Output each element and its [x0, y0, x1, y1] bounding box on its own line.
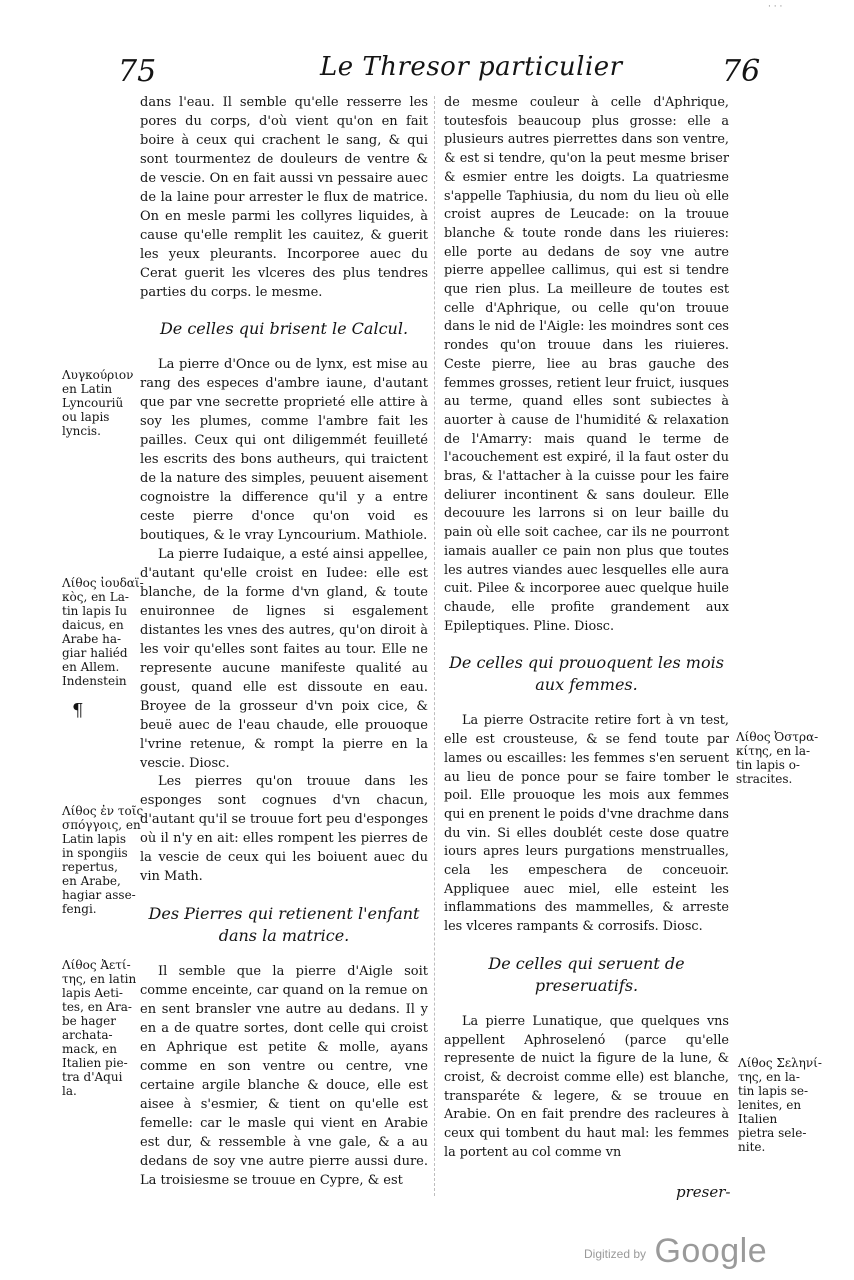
- left-text-column: [140, 94, 428, 1191]
- margin-note-line: tin lapis o-: [736, 758, 800, 772]
- margin-note-line: en Latin: [62, 382, 113, 396]
- margin-note-lunatique: [738, 1056, 822, 1154]
- margin-note-line: be hager: [62, 1014, 116, 1028]
- margin-note-line: Indenstein: [62, 674, 127, 688]
- paragraph: de mesme couleur à celle d'Aphrique, toutesfois beaucoup plus grosse: elle a plusieurs autres pierrettes dans son ventre, & est si tendre, qu'on la peut mesme briser & esmier entre les doigts. La quatriesme s'appelle Taphiusia, du nom du lieu où elle croist aupres de Leucade: on la trouue blanche & toute ronde dans les riuieres: elle porte au dedans de soy vne autre pierre appellee callimus, qui est si tendre que rien plus. La meilleure de toutes est celle d'Aphrique, ou celle qu'on trouue dans le nid de l'Aigle: les moindres sont ces rondes qu'on trouue dans les riuieres. Ceste pierre, liee au bras gauche des femmes grosses, retient leur fruict, iusques au terme, quand elles sont subiectes à auorter à cause de l'humidité & relaxation de l'Amarry: mais quand le terme de l'acouchement est expiré, il la faut oster du bras, & l'attacher à la cuisse pour les faire deliurer incontinent & sans douleur. Elle decouure les larrons si on leur baille du pain où elle soit cachee, car ils ne pourront iamais aualler ce pain non plus que toutes les autres viandes auec lesquelles elle aura cuit. Pilee & incorporee auec quelque huile chaude, elle profite grandement aux Epileptiques. Pline. Diosc.: [444, 95, 729, 634]
- margin-note-lynx: [62, 368, 133, 438]
- margin-note-line: tin lapis Iu: [62, 604, 128, 618]
- margin-note-line: Italien pie-: [62, 1056, 128, 1070]
- margin-note-line: en Allem.: [62, 660, 120, 674]
- margin-note-line: κίτης, en la-: [736, 744, 811, 758]
- margin-note-line: tes, en Ara-: [62, 1000, 132, 1014]
- margin-note-line: σπόγγοις, en: [62, 818, 141, 832]
- paragraph: Il semble que la pierre d'Aigle soit comme enceinte, car quand on la remue on en sent bransler vne autre au dedans. Il y en a de quatre sortes, dont celle qui croist en Aphrique est petite & molle, ayans comme en son ventre ou centre, vne certaine argile blanche & douce, elle est aisee à s'esmier, & tient on qu'elle est femelle: car le masle qui vient en Arabie est dur, & ressemble à vne gale, & a au dedans de soy vne autre pierre aussi dure. La troisiesme se trouue en Cypre, & est: [140, 964, 428, 1188]
- paragraph: dans l'eau. Il semble qu'elle resserre les pores du corps, d'où vient qu'on en fait boire à ceux qui crachent le sang, & qui sont tourmentez de douleurs de ventre & de vescie. On en fait aussi vn pessaire auec de la laine pour arrester le flux de matrice. On en mesle parmi les collyres liquides, à cause qu'elle remplit les cauitez, & guerit les yeux pleurants. Incorporee auec du Cerat guerit les vlceres des plus tendres parties du corps. le mesme.: [140, 95, 428, 300]
- paragraph: La pierre Iudaique, a esté ainsi appellee, d'autant qu'elle croist en Iudee: elle est blanche, de la forme d'vn gland, & toute enuironnee de lignes si esgalement distantes les vnes des autres, qu'on diroit à les voir qu'elles sont faites au tour. Elle ne represente aucune manifeste qualité au goust, quand elle est dissoute en eau. Broyee de la grosseur d'vn poix cice, & beuë auec de l'eau chaude, elle prouoque l'vrine retenue, & rompt la pierre en la vescie. Diosc.: [140, 547, 428, 771]
- paragraph: La pierre d'Once ou de lynx, est mise au rang des especes d'ambre iaune, d'autant que par vne secrette proprieté elle attire à soy les plumes, comme l'ambre fait les pailles. Ceux qui ont diligemmét feuilleté les escrits des bons autheurs, qui traictent de la nature des simples, peuuent aisement cognoistre la difference qu'il y a entre ceste pierre d'once qu'on void es boutiques, & le vray Lyncourium. Mathiole.: [140, 357, 428, 544]
- page-header: [0, 52, 854, 92]
- margin-note-line: hagiar asse-: [62, 888, 136, 902]
- margin-note-line: lapis Aeti-: [62, 986, 123, 1000]
- right-text-column: [444, 94, 729, 1162]
- right-page-number: 76: [722, 54, 761, 89]
- margin-note-esponges: [62, 804, 143, 916]
- margin-note-line: Latin lapis: [62, 832, 126, 846]
- running-title: Le Thresor particulier: [320, 52, 623, 82]
- margin-note-line: Λίθος Ἀετί-: [62, 958, 131, 972]
- corner-marks: · · ·: [768, 2, 783, 12]
- left-page-number: 75: [118, 54, 157, 89]
- margin-note-line: Λίθος ἰουδαϊ-: [62, 576, 144, 590]
- margin-note-aigle: [62, 958, 136, 1098]
- section-heading: De celles qui seruent de preseruatifs.: [488, 953, 685, 995]
- digitized-by-watermark: [584, 1232, 767, 1271]
- margin-note-line: tin lapis se-: [738, 1084, 809, 1098]
- margin-note-line: Λυγκούριον: [62, 368, 134, 382]
- margin-note-line: archata-: [62, 1028, 113, 1042]
- google-logo-text: Google: [654, 1232, 768, 1270]
- margin-note-line: en Arabe,: [62, 874, 121, 888]
- margin-note-line: κὸς, en La-: [62, 590, 129, 604]
- margin-note-line: Λίθος Σεληνί-: [738, 1056, 822, 1070]
- margin-note-line: Lyncouriũ: [62, 396, 124, 410]
- margin-note-line: daicus, en: [62, 618, 124, 632]
- margin-note-line: Λίθος ἐν τοῖς: [62, 804, 144, 818]
- margin-note-line: lyncis.: [62, 424, 101, 438]
- margin-note-line: Λίθος Ὀστρα-: [736, 730, 819, 744]
- column-divider: [434, 96, 436, 1196]
- paragraph: Les pierres qu'on trouue dans les esponges sont cognues d'vn chacun, d'autant qu'il se trouue fort peu d'esponges où il n'y en ait: elles rompent les pierres de la vescie de ceux qui les boiuent auec du vin Math.: [140, 774, 428, 885]
- watermark-prefix: Digitized by: [584, 1247, 647, 1261]
- section-heading: De celles qui prouoquent les mois aux femmes.: [449, 653, 724, 695]
- paragraph: La pierre Ostracite retire fort à vn test, elle est crousteuse, & se fend toute par lames ou escailles: les femmes s'en seruent au lieu de ponce pour se faire tomber le poil. Elle prouoque les mois aux femmes qui en prenent le poids d'vne drachme dans du vin. Si elles doublét ceste dose quatre iours apres leurs purgations menstrualles, cela les empeschera de conceuoir. Appliquee auec miel, elle esteint les inflammations des mammelles, & arreste les vlceres rampants & corrosifs. Diosc.: [444, 713, 729, 935]
- margin-section-mark: ¶: [72, 700, 84, 721]
- margin-note-line: pietra sele-: [738, 1126, 807, 1140]
- catchword: preser-: [676, 1183, 731, 1201]
- margin-note-line: Italien: [738, 1112, 778, 1126]
- margin-note-line: fengi.: [62, 902, 97, 916]
- margin-note-line: της, en latin: [62, 972, 137, 986]
- margin-note-judaique: [62, 576, 144, 688]
- section-heading: Des Pierres qui retienent l'enfant dans la matrice.: [148, 904, 420, 946]
- margin-note-line: της, en la-: [738, 1070, 800, 1084]
- margin-note-line: ou lapis: [62, 410, 110, 424]
- margin-note-line: stracites.: [736, 772, 793, 786]
- margin-note-line: nite.: [738, 1140, 766, 1154]
- paragraph: La pierre Lunatique, que quelques vns appellent Aphroselenó (parce qu'elle represente de nuict la figure de la lune, & croist, & decroist comme elle) est blanche, transparéte & legere, & se trouue en Arabie. On en fait prendre des racleures à ceux qui tombent du haut mal: les femmes la portent au col comme vn: [444, 1013, 729, 1160]
- margin-note-line: in spongiis: [62, 846, 128, 860]
- margin-note-line: la.: [62, 1084, 77, 1098]
- margin-note-line: repertus,: [62, 860, 118, 874]
- margin-note-line: Arabe ha-: [62, 632, 122, 646]
- margin-note-line: tra d'Aqui: [62, 1070, 123, 1084]
- margin-note-line: giar haliéd: [62, 646, 128, 660]
- section-heading: De celles qui brisent le Calcul.: [159, 319, 409, 339]
- margin-note-line: lenites, en: [738, 1098, 802, 1112]
- margin-note-line: mack, en: [62, 1042, 117, 1056]
- margin-note-ostracite: [736, 730, 818, 786]
